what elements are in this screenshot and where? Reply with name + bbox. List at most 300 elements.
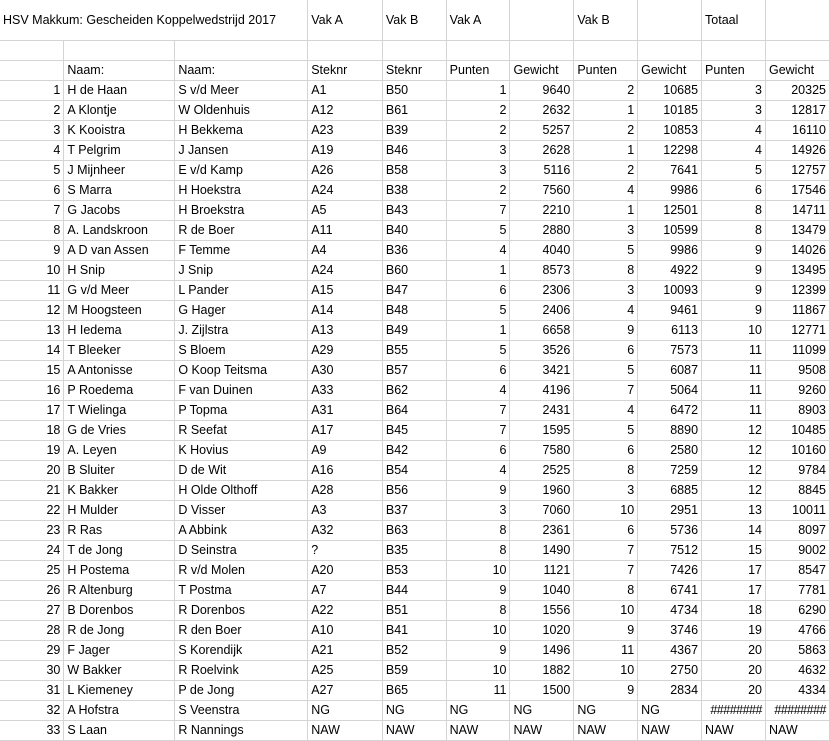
- gewicht-a-cell[interactable]: 4040: [510, 241, 574, 261]
- gewicht-total-cell[interactable]: 6290: [765, 601, 829, 621]
- gewicht-b-cell[interactable]: 4734: [638, 601, 702, 621]
- name-a-cell[interactable]: G Jacobs: [64, 201, 175, 221]
- name-b-cell[interactable]: R Roelvink: [175, 661, 308, 681]
- punten-b-cell[interactable]: 6: [574, 441, 638, 461]
- name-a-cell[interactable]: H Mulder: [64, 501, 175, 521]
- steknr-a-cell[interactable]: A13: [308, 321, 383, 341]
- punten-total-cell[interactable]: 8: [702, 221, 766, 241]
- name-a-cell[interactable]: R de Jong: [64, 621, 175, 641]
- gewicht-total-cell[interactable]: 11099: [765, 341, 829, 361]
- gewicht-total-cell[interactable]: 14711: [765, 201, 829, 221]
- punten-b-cell[interactable]: 3: [574, 281, 638, 301]
- gewicht-total-cell[interactable]: 8845: [765, 481, 829, 501]
- punten-a-cell[interactable]: NG: [446, 701, 510, 721]
- steknr-a-cell[interactable]: A14: [308, 301, 383, 321]
- punten-b-cell[interactable]: 2: [574, 121, 638, 141]
- punten-a-cell[interactable]: 7: [446, 421, 510, 441]
- name-a-cell[interactable]: H de Haan: [64, 81, 175, 101]
- punten-total-cell[interactable]: 9: [702, 261, 766, 281]
- name-a-cell[interactable]: P Roedema: [64, 381, 175, 401]
- punten-b-cell[interactable]: 2: [574, 81, 638, 101]
- steknr-b-cell[interactable]: B65: [382, 681, 446, 701]
- rank-cell[interactable]: 1: [0, 81, 64, 101]
- gewicht-a-cell[interactable]: 1040: [510, 581, 574, 601]
- punten-total-cell[interactable]: 11: [702, 361, 766, 381]
- name-a-cell[interactable]: A. Leyen: [64, 441, 175, 461]
- rank-cell[interactable]: 20: [0, 461, 64, 481]
- punten-total-cell[interactable]: 9: [702, 301, 766, 321]
- gewicht-total-cell[interactable]: 11867: [765, 301, 829, 321]
- group-header-vak-a-results[interactable]: Vak A: [446, 0, 510, 41]
- steknr-a-cell[interactable]: A19: [308, 141, 383, 161]
- gewicht-a-cell[interactable]: 1121: [510, 561, 574, 581]
- gewicht-a-cell[interactable]: 2632: [510, 101, 574, 121]
- steknr-b-cell[interactable]: B54: [382, 461, 446, 481]
- gewicht-b-cell[interactable]: 7573: [638, 341, 702, 361]
- gewicht-b-cell[interactable]: 7426: [638, 561, 702, 581]
- rank-cell[interactable]: 27: [0, 601, 64, 621]
- gewicht-b-cell[interactable]: 10599: [638, 221, 702, 241]
- gewicht-b-cell[interactable]: NAW: [638, 721, 702, 741]
- steknr-a-cell[interactable]: A21: [308, 641, 383, 661]
- steknr-b-cell[interactable]: B43: [382, 201, 446, 221]
- steknr-a-cell[interactable]: A12: [308, 101, 383, 121]
- steknr-b-cell[interactable]: B60: [382, 261, 446, 281]
- punten-a-cell[interactable]: 9: [446, 481, 510, 501]
- punten-b-cell[interactable]: 5: [574, 361, 638, 381]
- gewicht-total-cell[interactable]: 14926: [765, 141, 829, 161]
- rank-cell[interactable]: 25: [0, 561, 64, 581]
- steknr-b-cell[interactable]: B51: [382, 601, 446, 621]
- punten-total-cell[interactable]: 3: [702, 101, 766, 121]
- gewicht-total-cell[interactable]: 4632: [765, 661, 829, 681]
- gewicht-total-cell[interactable]: 20325: [765, 81, 829, 101]
- name-b-cell[interactable]: H Bekkema: [175, 121, 308, 141]
- steknr-a-cell[interactable]: A23: [308, 121, 383, 141]
- gewicht-a-cell[interactable]: 2431: [510, 401, 574, 421]
- name-a-cell[interactable]: A Hofstra: [64, 701, 175, 721]
- group-header-vak-b[interactable]: Vak B: [382, 0, 446, 41]
- name-b-cell[interactable]: L Pander: [175, 281, 308, 301]
- punten-a-cell[interactable]: 4: [446, 381, 510, 401]
- gewicht-total-cell[interactable]: 9002: [765, 541, 829, 561]
- name-b-cell[interactable]: R de Boer: [175, 221, 308, 241]
- punten-b-cell[interactable]: 3: [574, 221, 638, 241]
- name-b-cell[interactable]: E v/d Kamp: [175, 161, 308, 181]
- gewicht-b-cell[interactable]: 6113: [638, 321, 702, 341]
- punten-a-cell[interactable]: 5: [446, 341, 510, 361]
- rank-cell[interactable]: 22: [0, 501, 64, 521]
- punten-total-cell[interactable]: 13: [702, 501, 766, 521]
- steknr-b-cell[interactable]: B57: [382, 361, 446, 381]
- rank-cell[interactable]: 21: [0, 481, 64, 501]
- punten-b-cell[interactable]: 7: [574, 381, 638, 401]
- steknr-b-cell[interactable]: B44: [382, 581, 446, 601]
- name-b-cell[interactable]: J Snip: [175, 261, 308, 281]
- empty-cell[interactable]: [510, 0, 574, 41]
- empty-cell[interactable]: [308, 41, 383, 61]
- steknr-a-cell[interactable]: A10: [308, 621, 383, 641]
- name-a-cell[interactable]: T de Jong: [64, 541, 175, 561]
- empty-cell[interactable]: [510, 41, 574, 61]
- punten-a-cell[interactable]: 3: [446, 501, 510, 521]
- gewicht-b-cell[interactable]: 2951: [638, 501, 702, 521]
- name-a-cell[interactable]: T Wielinga: [64, 401, 175, 421]
- punten-total-header[interactable]: Punten: [702, 61, 766, 81]
- rank-header[interactable]: [0, 61, 64, 81]
- punten-a-cell[interactable]: 2: [446, 181, 510, 201]
- gewicht-b-cell[interactable]: 12298: [638, 141, 702, 161]
- rank-cell[interactable]: 17: [0, 401, 64, 421]
- name-b-cell[interactable]: S v/d Meer: [175, 81, 308, 101]
- name-b-cell[interactable]: W Oldenhuis: [175, 101, 308, 121]
- gewicht-b-cell[interactable]: 10685: [638, 81, 702, 101]
- rank-cell[interactable]: 4: [0, 141, 64, 161]
- steknr-a-cell[interactable]: A27: [308, 681, 383, 701]
- rank-cell[interactable]: 3: [0, 121, 64, 141]
- gewicht-total-cell[interactable]: 10011: [765, 501, 829, 521]
- rank-cell[interactable]: 10: [0, 261, 64, 281]
- punten-total-cell[interactable]: 3: [702, 81, 766, 101]
- empty-cell[interactable]: [638, 41, 702, 61]
- name-b-cell[interactable]: R den Boer: [175, 621, 308, 641]
- punten-a-cell[interactable]: 1: [446, 321, 510, 341]
- steknr-b-cell[interactable]: B47: [382, 281, 446, 301]
- gewicht-b-cell[interactable]: 9986: [638, 181, 702, 201]
- steknr-a-cell[interactable]: A30: [308, 361, 383, 381]
- gewicht-a-cell[interactable]: 2361: [510, 521, 574, 541]
- gewicht-b-cell[interactable]: 10093: [638, 281, 702, 301]
- gewicht-total-cell[interactable]: 8097: [765, 521, 829, 541]
- steknr-b-cell[interactable]: B42: [382, 441, 446, 461]
- steknr-a-cell[interactable]: A32: [308, 521, 383, 541]
- punten-total-cell[interactable]: 12: [702, 481, 766, 501]
- punten-a-cell[interactable]: 6: [446, 361, 510, 381]
- gewicht-a-cell[interactable]: 1556: [510, 601, 574, 621]
- name-a-cell[interactable]: M Hoogsteen: [64, 301, 175, 321]
- name-a-cell[interactable]: A. Landskroon: [64, 221, 175, 241]
- name-a-cell[interactable]: B Dorenbos: [64, 601, 175, 621]
- gewicht-b-cell[interactable]: 7259: [638, 461, 702, 481]
- gewicht-b-cell[interactable]: 9986: [638, 241, 702, 261]
- gewicht-a-cell[interactable]: 1595: [510, 421, 574, 441]
- steknr-b-cell[interactable]: B58: [382, 161, 446, 181]
- gewicht-a-cell[interactable]: 5116: [510, 161, 574, 181]
- steknr-b-cell[interactable]: B55: [382, 341, 446, 361]
- gewicht-a-cell[interactable]: 5257: [510, 121, 574, 141]
- gewicht-total-cell[interactable]: 4766: [765, 621, 829, 641]
- name-a-cell[interactable]: W Bakker: [64, 661, 175, 681]
- rank-cell[interactable]: 16: [0, 381, 64, 401]
- punten-a-cell[interactable]: 10: [446, 621, 510, 641]
- name-b-cell[interactable]: R Nannings: [175, 721, 308, 741]
- punten-b-cell[interactable]: 4: [574, 181, 638, 201]
- punten-b-cell[interactable]: 9: [574, 621, 638, 641]
- steknr-a-cell[interactable]: A9: [308, 441, 383, 461]
- rank-cell[interactable]: 30: [0, 661, 64, 681]
- rank-cell[interactable]: 11: [0, 281, 64, 301]
- steknr-a-cell[interactable]: A4: [308, 241, 383, 261]
- name-b-cell[interactable]: R v/d Molen: [175, 561, 308, 581]
- gewicht-a-cell[interactable]: 2406: [510, 301, 574, 321]
- empty-cell[interactable]: [638, 0, 702, 41]
- empty-cell[interactable]: [64, 41, 175, 61]
- punten-a-cell[interactable]: 10: [446, 661, 510, 681]
- empty-cell[interactable]: [765, 0, 829, 41]
- punten-total-cell[interactable]: 20: [702, 641, 766, 661]
- steknr-b-cell[interactable]: B62: [382, 381, 446, 401]
- punten-total-cell[interactable]: 11: [702, 381, 766, 401]
- punten-total-cell[interactable]: 4: [702, 141, 766, 161]
- steknr-a-cell[interactable]: A33: [308, 381, 383, 401]
- gewicht-b-cell[interactable]: 2580: [638, 441, 702, 461]
- punten-a-cell[interactable]: 2: [446, 101, 510, 121]
- punten-a-cell[interactable]: 7: [446, 201, 510, 221]
- steknr-b-cell[interactable]: NAW: [382, 721, 446, 741]
- name-b-cell[interactable]: P Topma: [175, 401, 308, 421]
- punten-total-cell[interactable]: 11: [702, 341, 766, 361]
- steknr-a-cell[interactable]: A24: [308, 261, 383, 281]
- gewicht-a-cell[interactable]: 7060: [510, 501, 574, 521]
- group-header-vak-b-results[interactable]: Vak B: [574, 0, 638, 41]
- gewicht-a-cell[interactable]: 2306: [510, 281, 574, 301]
- punten-b-cell[interactable]: 4: [574, 401, 638, 421]
- punten-a-cell[interactable]: 9: [446, 641, 510, 661]
- gewicht-a-cell[interactable]: 1020: [510, 621, 574, 641]
- name-b-cell[interactable]: R Seefat: [175, 421, 308, 441]
- empty-cell[interactable]: [574, 41, 638, 61]
- gewicht-a-cell[interactable]: 1882: [510, 661, 574, 681]
- gewicht-b-cell[interactable]: 7641: [638, 161, 702, 181]
- steknr-a-cell[interactable]: A20: [308, 561, 383, 581]
- gewicht-a-cell[interactable]: NAW: [510, 721, 574, 741]
- name-a-cell[interactable]: H Snip: [64, 261, 175, 281]
- gewicht-b-cell[interactable]: 7512: [638, 541, 702, 561]
- name-a-cell[interactable]: A D van Assen: [64, 241, 175, 261]
- name-a-cell[interactable]: H Postema: [64, 561, 175, 581]
- steknr-b-cell[interactable]: B49: [382, 321, 446, 341]
- group-header-vak-a[interactable]: Vak A: [308, 0, 383, 41]
- punten-a-cell[interactable]: NAW: [446, 721, 510, 741]
- steknr-b-cell[interactable]: B53: [382, 561, 446, 581]
- gewicht-b-cell[interactable]: 9461: [638, 301, 702, 321]
- gewicht-b-cell[interactable]: 6472: [638, 401, 702, 421]
- gewicht-total-cell[interactable]: 12399: [765, 281, 829, 301]
- gewicht-total-cell[interactable]: 9508: [765, 361, 829, 381]
- name-a-cell[interactable]: H Iedema: [64, 321, 175, 341]
- steknr-a-cell[interactable]: ?: [308, 541, 383, 561]
- gewicht-a-cell[interactable]: 2525: [510, 461, 574, 481]
- punten-b-cell[interactable]: 6: [574, 341, 638, 361]
- gewicht-total-cell[interactable]: 5863: [765, 641, 829, 661]
- punten-a-cell[interactable]: 4: [446, 461, 510, 481]
- rank-cell[interactable]: 24: [0, 541, 64, 561]
- steknr-a-cell[interactable]: NAW: [308, 721, 383, 741]
- gewicht-a-cell[interactable]: 1496: [510, 641, 574, 661]
- steknr-b-cell[interactable]: B64: [382, 401, 446, 421]
- punten-b-cell[interactable]: 11: [574, 641, 638, 661]
- gewicht-total-cell[interactable]: 14026: [765, 241, 829, 261]
- gewicht-total-cell[interactable]: 13495: [765, 261, 829, 281]
- gewicht-a-cell[interactable]: 2880: [510, 221, 574, 241]
- gewicht-a-cell[interactable]: NG: [510, 701, 574, 721]
- steknr-a-cell[interactable]: A17: [308, 421, 383, 441]
- punten-b-cell[interactable]: 5: [574, 241, 638, 261]
- punten-total-cell[interactable]: NAW: [702, 721, 766, 741]
- punten-b-cell[interactable]: 2: [574, 161, 638, 181]
- punten-b-cell[interactable]: 1: [574, 101, 638, 121]
- punten-a-cell[interactable]: 1: [446, 81, 510, 101]
- punten-a-cell[interactable]: 11: [446, 681, 510, 701]
- rank-cell[interactable]: 32: [0, 701, 64, 721]
- steknr-a-cell[interactable]: A11: [308, 221, 383, 241]
- steknr-b-cell[interactable]: B40: [382, 221, 446, 241]
- punten-a-cell[interactable]: 3: [446, 141, 510, 161]
- steknr-a-cell[interactable]: A1: [308, 81, 383, 101]
- gewicht-a-cell[interactable]: 2210: [510, 201, 574, 221]
- steknr-b-cell[interactable]: B52: [382, 641, 446, 661]
- steknr-a-cell[interactable]: A24: [308, 181, 383, 201]
- gewicht-total-header[interactable]: Gewicht: [765, 61, 829, 81]
- name-a-cell[interactable]: T Bleeker: [64, 341, 175, 361]
- steknr-b-cell[interactable]: B35: [382, 541, 446, 561]
- gewicht-b-cell[interactable]: 2834: [638, 681, 702, 701]
- punten-b-cell[interactable]: NG: [574, 701, 638, 721]
- punten-total-cell[interactable]: 4: [702, 121, 766, 141]
- gewicht-a-cell[interactable]: 8573: [510, 261, 574, 281]
- steknr-a-cell[interactable]: A16: [308, 461, 383, 481]
- gewicht-a-cell[interactable]: 1960: [510, 481, 574, 501]
- name-b-cell[interactable]: F van Duinen: [175, 381, 308, 401]
- punten-b-cell[interactable]: 1: [574, 141, 638, 161]
- rank-cell[interactable]: 12: [0, 301, 64, 321]
- name-b-cell[interactable]: O Koop Teitsma: [175, 361, 308, 381]
- name-a-cell[interactable]: J Mijnheer: [64, 161, 175, 181]
- name-b-cell[interactable]: S Korendijk: [175, 641, 308, 661]
- punten-a-cell[interactable]: 3: [446, 161, 510, 181]
- gewicht-b-cell[interactable]: 4367: [638, 641, 702, 661]
- gewicht-b-header[interactable]: Gewicht: [638, 61, 702, 81]
- gewicht-a-cell[interactable]: 7580: [510, 441, 574, 461]
- punten-total-cell[interactable]: 19: [702, 621, 766, 641]
- punten-total-cell[interactable]: 6: [702, 181, 766, 201]
- punten-total-cell[interactable]: 12: [702, 421, 766, 441]
- rank-cell[interactable]: 14: [0, 341, 64, 361]
- name-b-cell[interactable]: J. Zijlstra: [175, 321, 308, 341]
- punten-b-cell[interactable]: 10: [574, 601, 638, 621]
- gewicht-a-header[interactable]: Gewicht: [510, 61, 574, 81]
- punten-a-cell[interactable]: 5: [446, 221, 510, 241]
- punten-a-header[interactable]: Punten: [446, 61, 510, 81]
- punten-a-cell[interactable]: 9: [446, 581, 510, 601]
- punten-total-cell[interactable]: 14: [702, 521, 766, 541]
- punten-total-cell[interactable]: 17: [702, 581, 766, 601]
- gewicht-b-cell[interactable]: 6087: [638, 361, 702, 381]
- steknr-a-cell[interactable]: A31: [308, 401, 383, 421]
- steknr-a-cell[interactable]: A5: [308, 201, 383, 221]
- punten-a-cell[interactable]: 10: [446, 561, 510, 581]
- punten-b-cell[interactable]: 7: [574, 541, 638, 561]
- punten-b-cell[interactable]: 7: [574, 561, 638, 581]
- name-a-cell[interactable]: G v/d Meer: [64, 281, 175, 301]
- rank-cell[interactable]: 2: [0, 101, 64, 121]
- punten-b-cell[interactable]: 3: [574, 481, 638, 501]
- rank-cell[interactable]: 19: [0, 441, 64, 461]
- steknr-b-cell[interactable]: B38: [382, 181, 446, 201]
- name-a-cell[interactable]: A Antonisse: [64, 361, 175, 381]
- punten-b-cell[interactable]: 8: [574, 261, 638, 281]
- punten-total-cell[interactable]: 20: [702, 681, 766, 701]
- gewicht-b-cell[interactable]: 4922: [638, 261, 702, 281]
- rank-cell[interactable]: 9: [0, 241, 64, 261]
- name-b-header[interactable]: Naam:: [175, 61, 308, 81]
- punten-a-cell[interactable]: 8: [446, 521, 510, 541]
- group-header-totaal[interactable]: Totaal: [702, 0, 766, 41]
- punten-a-cell[interactable]: 6: [446, 281, 510, 301]
- punten-b-header[interactable]: Punten: [574, 61, 638, 81]
- punten-total-cell[interactable]: 5: [702, 161, 766, 181]
- rank-cell[interactable]: 29: [0, 641, 64, 661]
- name-a-cell[interactable]: G de Vries: [64, 421, 175, 441]
- name-a-cell[interactable]: R Altenburg: [64, 581, 175, 601]
- steknr-b-header[interactable]: Steknr: [382, 61, 446, 81]
- steknr-b-cell[interactable]: B56: [382, 481, 446, 501]
- punten-a-cell[interactable]: 4: [446, 241, 510, 261]
- rank-cell[interactable]: 28: [0, 621, 64, 641]
- gewicht-total-cell[interactable]: 12757: [765, 161, 829, 181]
- empty-cell[interactable]: [175, 41, 308, 61]
- steknr-a-cell[interactable]: A3: [308, 501, 383, 521]
- name-b-cell[interactable]: F Temme: [175, 241, 308, 261]
- punten-total-cell[interactable]: 10: [702, 321, 766, 341]
- name-b-cell[interactable]: H Broekstra: [175, 201, 308, 221]
- gewicht-a-cell[interactable]: 7560: [510, 181, 574, 201]
- rank-cell[interactable]: 33: [0, 721, 64, 741]
- name-a-cell[interactable]: S Marra: [64, 181, 175, 201]
- gewicht-b-cell[interactable]: NG: [638, 701, 702, 721]
- rank-cell[interactable]: 15: [0, 361, 64, 381]
- name-b-cell[interactable]: S Bloem: [175, 341, 308, 361]
- steknr-a-header[interactable]: Steknr: [308, 61, 383, 81]
- name-a-cell[interactable]: L Kiemeney: [64, 681, 175, 701]
- empty-cell[interactable]: [446, 41, 510, 61]
- gewicht-total-cell[interactable]: ########: [765, 701, 829, 721]
- name-a-cell[interactable]: F Jager: [64, 641, 175, 661]
- punten-total-cell[interactable]: 11: [702, 401, 766, 421]
- steknr-b-cell[interactable]: B63: [382, 521, 446, 541]
- name-b-cell[interactable]: H Hoekstra: [175, 181, 308, 201]
- gewicht-total-cell[interactable]: 10160: [765, 441, 829, 461]
- rank-cell[interactable]: 6: [0, 181, 64, 201]
- gewicht-b-cell[interactable]: 3746: [638, 621, 702, 641]
- gewicht-a-cell[interactable]: 3421: [510, 361, 574, 381]
- name-b-cell[interactable]: D Seinstra: [175, 541, 308, 561]
- gewicht-b-cell[interactable]: 2750: [638, 661, 702, 681]
- steknr-b-cell[interactable]: B45: [382, 421, 446, 441]
- name-a-cell[interactable]: B Sluiter: [64, 461, 175, 481]
- steknr-b-cell[interactable]: B41: [382, 621, 446, 641]
- gewicht-a-cell[interactable]: 3526: [510, 341, 574, 361]
- steknr-b-cell[interactable]: B46: [382, 141, 446, 161]
- punten-total-cell[interactable]: 12: [702, 461, 766, 481]
- name-b-cell[interactable]: G Hager: [175, 301, 308, 321]
- name-a-cell[interactable]: A Klontje: [64, 101, 175, 121]
- name-b-cell[interactable]: K Hovius: [175, 441, 308, 461]
- steknr-b-cell[interactable]: NG: [382, 701, 446, 721]
- name-b-cell[interactable]: S Veenstra: [175, 701, 308, 721]
- name-a-cell[interactable]: T Pelgrim: [64, 141, 175, 161]
- punten-b-cell[interactable]: 1: [574, 201, 638, 221]
